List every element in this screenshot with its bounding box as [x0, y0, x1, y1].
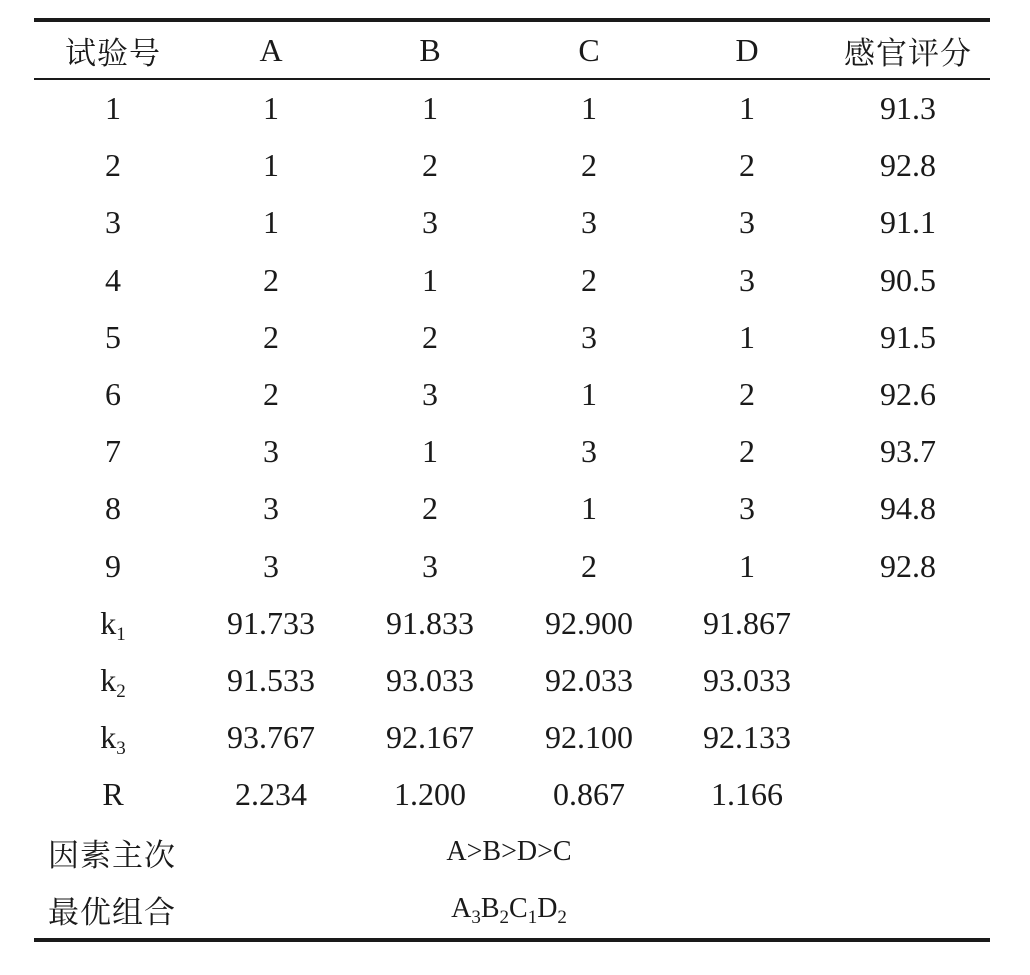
table-cell: 9	[105, 547, 121, 584]
header-row	[34, 22, 990, 78]
table-row	[34, 538, 990, 595]
k-label-base: k	[100, 604, 117, 641]
k-row	[34, 652, 990, 709]
table-cell: 3	[739, 204, 755, 241]
range-row	[34, 766, 990, 823]
factor-level-subscript: 2	[557, 907, 567, 929]
optimal-combination-value	[192, 893, 826, 929]
table-cell: 1	[739, 547, 755, 584]
table-cell: 92.8	[880, 147, 936, 184]
range-label: R	[102, 776, 124, 813]
table-cell: 1	[263, 90, 279, 127]
k-value-cell: 91.733	[227, 604, 315, 641]
k-label-subscript: 3	[116, 738, 126, 760]
table-cell: 1	[105, 90, 121, 127]
k-value-cell: 91.833	[386, 604, 474, 641]
k-label	[34, 604, 192, 645]
table-cell: 1	[581, 90, 597, 127]
table-row	[34, 252, 990, 309]
table-cell: 1	[739, 318, 755, 355]
table-cell: 3	[263, 433, 279, 470]
factor-letter: C	[509, 893, 528, 925]
table-cell: 3	[422, 204, 438, 241]
k-value-cell: 92.033	[545, 661, 633, 698]
table-cell: 91.3	[880, 90, 936, 127]
factor-letter: D	[537, 893, 558, 925]
bottom-rule	[34, 938, 990, 942]
table-cell: 2	[739, 376, 755, 413]
table-cell: 94.8	[880, 490, 936, 527]
header-factor-c: C	[578, 31, 600, 68]
optimal-combination-label: 最优组合	[48, 894, 176, 931]
table-cell: 3	[581, 318, 597, 355]
table-cell: 2	[581, 147, 597, 184]
table-cell: 90.5	[880, 261, 936, 298]
table-cell: 2	[422, 490, 438, 527]
k-row	[34, 595, 990, 652]
table-cell: 2	[263, 318, 279, 355]
table-cell: 7	[105, 433, 121, 470]
table-row	[34, 423, 990, 480]
header-factor-a: A	[259, 31, 283, 68]
k-label	[34, 661, 192, 702]
k-label-base: k	[100, 661, 117, 698]
k-value-cell: 91.867	[703, 604, 791, 641]
table-cell: 2	[581, 261, 597, 298]
table-cell: 1	[581, 490, 597, 527]
table-cell: 92.8	[880, 547, 936, 584]
k-value-cell: 92.100	[545, 719, 633, 756]
table-cell: 4	[105, 261, 121, 298]
table-cell: 1	[263, 147, 279, 184]
table-cell: 2	[739, 147, 755, 184]
table-cell: 3	[263, 547, 279, 584]
k-value-cell: 91.533	[227, 661, 315, 698]
table-cell: 2	[581, 547, 597, 584]
table-cell: 6	[105, 376, 121, 413]
table-cell: 3	[581, 433, 597, 470]
k-row	[34, 709, 990, 766]
table-row	[34, 80, 990, 137]
table-cell: 2	[739, 433, 755, 470]
table-cell: 3	[422, 376, 438, 413]
factor-level-subscript: 3	[471, 907, 481, 929]
table-body	[34, 80, 990, 938]
table-cell: 1	[581, 376, 597, 413]
table-cell: 2	[422, 318, 438, 355]
k-label-subscript: 1	[116, 623, 126, 645]
table-cell: 1	[739, 90, 755, 127]
table-cell: 3	[105, 204, 121, 241]
k-label-base: k	[100, 719, 117, 756]
table-cell: 2	[263, 261, 279, 298]
table-cell: 3	[263, 490, 279, 527]
table-row	[34, 309, 990, 366]
optimal-combination-row	[34, 881, 990, 938]
factor-order-row	[34, 823, 990, 880]
k-label	[34, 719, 192, 760]
factor-order-value: A>B>D>C	[446, 836, 572, 868]
table-row	[34, 194, 990, 251]
factor-level-subscript: 2	[499, 907, 509, 929]
range-value-cell: 2.234	[235, 776, 307, 813]
header-sensory-score: 感官评分	[844, 35, 972, 72]
factor-level-subscript: 1	[527, 907, 538, 929]
table-cell: 1	[422, 433, 438, 470]
table-cell: 91.1	[880, 204, 936, 241]
orthogonal-test-table	[34, 18, 990, 942]
header-trial-no: 试验号	[65, 35, 161, 72]
k-value-cell: 93.033	[386, 661, 474, 698]
table-row	[34, 366, 990, 423]
k-value-cell: 92.167	[386, 719, 474, 756]
table-cell: 8	[105, 490, 121, 527]
k-label-subscript: 2	[116, 680, 126, 702]
table-cell: 3	[739, 261, 755, 298]
table-cell: 3	[581, 204, 597, 241]
header-factor-d: D	[735, 31, 759, 68]
table-cell: 93.7	[880, 433, 936, 470]
table-cell: 1	[422, 261, 438, 298]
k-value-cell: 93.767	[227, 719, 315, 756]
table-cell: 2	[263, 376, 279, 413]
table-cell: 5	[105, 318, 121, 355]
k-value-cell: 92.900	[545, 604, 633, 641]
table-cell: 92.6	[880, 376, 936, 413]
factor-order-label: 因素主次	[48, 837, 176, 874]
k-value-cell: 93.033	[703, 661, 791, 698]
table-cell: 2	[422, 147, 438, 184]
table-row	[34, 137, 990, 194]
table-cell: 1	[422, 90, 438, 127]
factor-letter: B	[480, 893, 500, 925]
table-cell: 91.5	[880, 318, 936, 355]
range-value-cell: 1.200	[394, 776, 466, 813]
range-value-cell: 0.867	[553, 776, 625, 813]
range-value-cell: 1.166	[711, 776, 783, 813]
table-cell: 1	[263, 204, 279, 241]
k-value-cell: 92.133	[703, 719, 791, 756]
factor-letter: A	[451, 893, 472, 925]
header-factor-b: B	[419, 31, 441, 68]
table-cell: 3	[422, 547, 438, 584]
table-cell: 3	[739, 490, 755, 527]
table-row	[34, 480, 990, 537]
table-cell: 2	[105, 147, 121, 184]
